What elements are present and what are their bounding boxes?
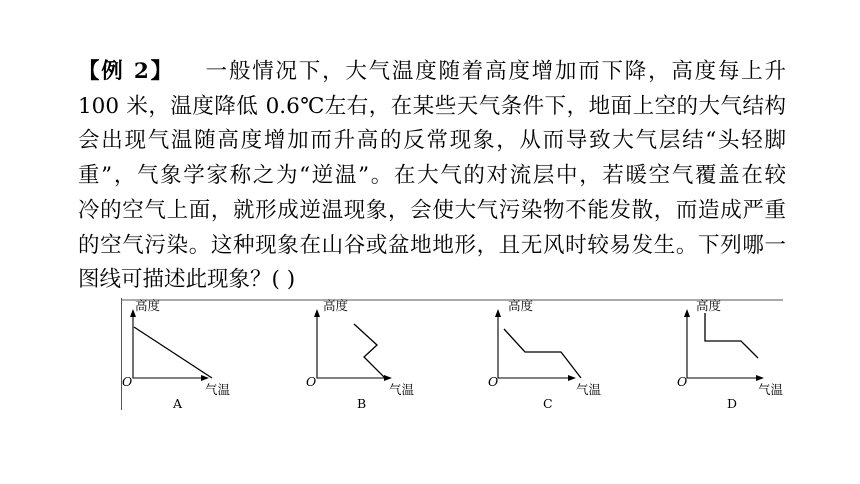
- question-line-4: 重”，气象学家称之为“逆温”。在大气的对流层中，若暖空气覆盖在较: [78, 163, 786, 189]
- figure-a-x-label: 气温: [205, 382, 231, 397]
- figure-b-axes: [317, 312, 389, 378]
- question-line-1: [78, 55, 786, 90]
- figure-a[interactable]: [122, 298, 231, 410]
- figure-b[interactable]: [306, 298, 415, 410]
- figure-b-option-label: B: [357, 396, 367, 410]
- figure-d-x-label: 气温: [758, 382, 783, 397]
- figure-b-y-label: 高度: [323, 298, 349, 313]
- figure-a-option-label: A: [173, 396, 183, 410]
- question-line-3: 会出现气温随高度增加而升高的反常现象，从而导致大气层结“头轻脚: [78, 128, 786, 154]
- figure-c-axes: [498, 312, 573, 378]
- figure-a-y-label: 高度: [135, 298, 161, 313]
- figures-svg: [121, 298, 783, 410]
- question-line-1-text: 一般情况下，大气温度随着高度增加而下降，高度每上升: [203, 59, 786, 84]
- figure-b-curve: [354, 324, 385, 378]
- figure-c-option-label: C: [543, 396, 553, 410]
- figure-d-y-arrow: [684, 309, 690, 317]
- question-text: [78, 55, 786, 298]
- question-line-7: 图线可描述此现象？( ): [78, 267, 296, 293]
- answer-figures: [121, 298, 783, 410]
- figure-b-x-arrow: [384, 375, 392, 381]
- question-line-5: 冷的空气上面，就形成逆温现象，会使大气污染物不能发散，而造成严重: [78, 197, 786, 223]
- figure-c-x-arrow: [568, 375, 576, 381]
- figure-c-origin: O: [488, 374, 499, 389]
- question-line-2: 100 米，温度降低 0.6℃左右，在某些天气条件下，地面上空的大气结构: [78, 93, 786, 119]
- figure-d-x-arrow: [756, 375, 764, 381]
- figure-d-curve: [705, 313, 758, 358]
- figure-d-axes: [687, 312, 761, 378]
- figure-a-origin: O: [122, 374, 133, 389]
- figure-c-y-label: 高度: [508, 298, 534, 313]
- question-line-6: 的空气污染。这种现象在山谷或盆地地形，且无风时较易发生。下列哪一: [78, 232, 786, 258]
- figure-a-curve: [134, 327, 212, 378]
- figure-c[interactable]: [488, 298, 602, 410]
- figure-c-x-label: 气温: [576, 382, 602, 397]
- figure-b-y-arrow: [314, 309, 320, 317]
- figure-d[interactable]: [677, 298, 783, 410]
- figure-b-origin: O: [306, 374, 317, 389]
- figure-c-curve: [504, 329, 581, 378]
- figure-c-y-arrow: [495, 309, 501, 317]
- example-label: 【例 2】: [78, 59, 174, 84]
- figure-b-x-label: 气温: [389, 382, 415, 397]
- figure-d-option-label: D: [727, 396, 738, 410]
- figure-a-axes: [133, 312, 206, 378]
- figure-d-origin: O: [677, 374, 688, 389]
- figure-d-y-label: 高度: [696, 298, 722, 313]
